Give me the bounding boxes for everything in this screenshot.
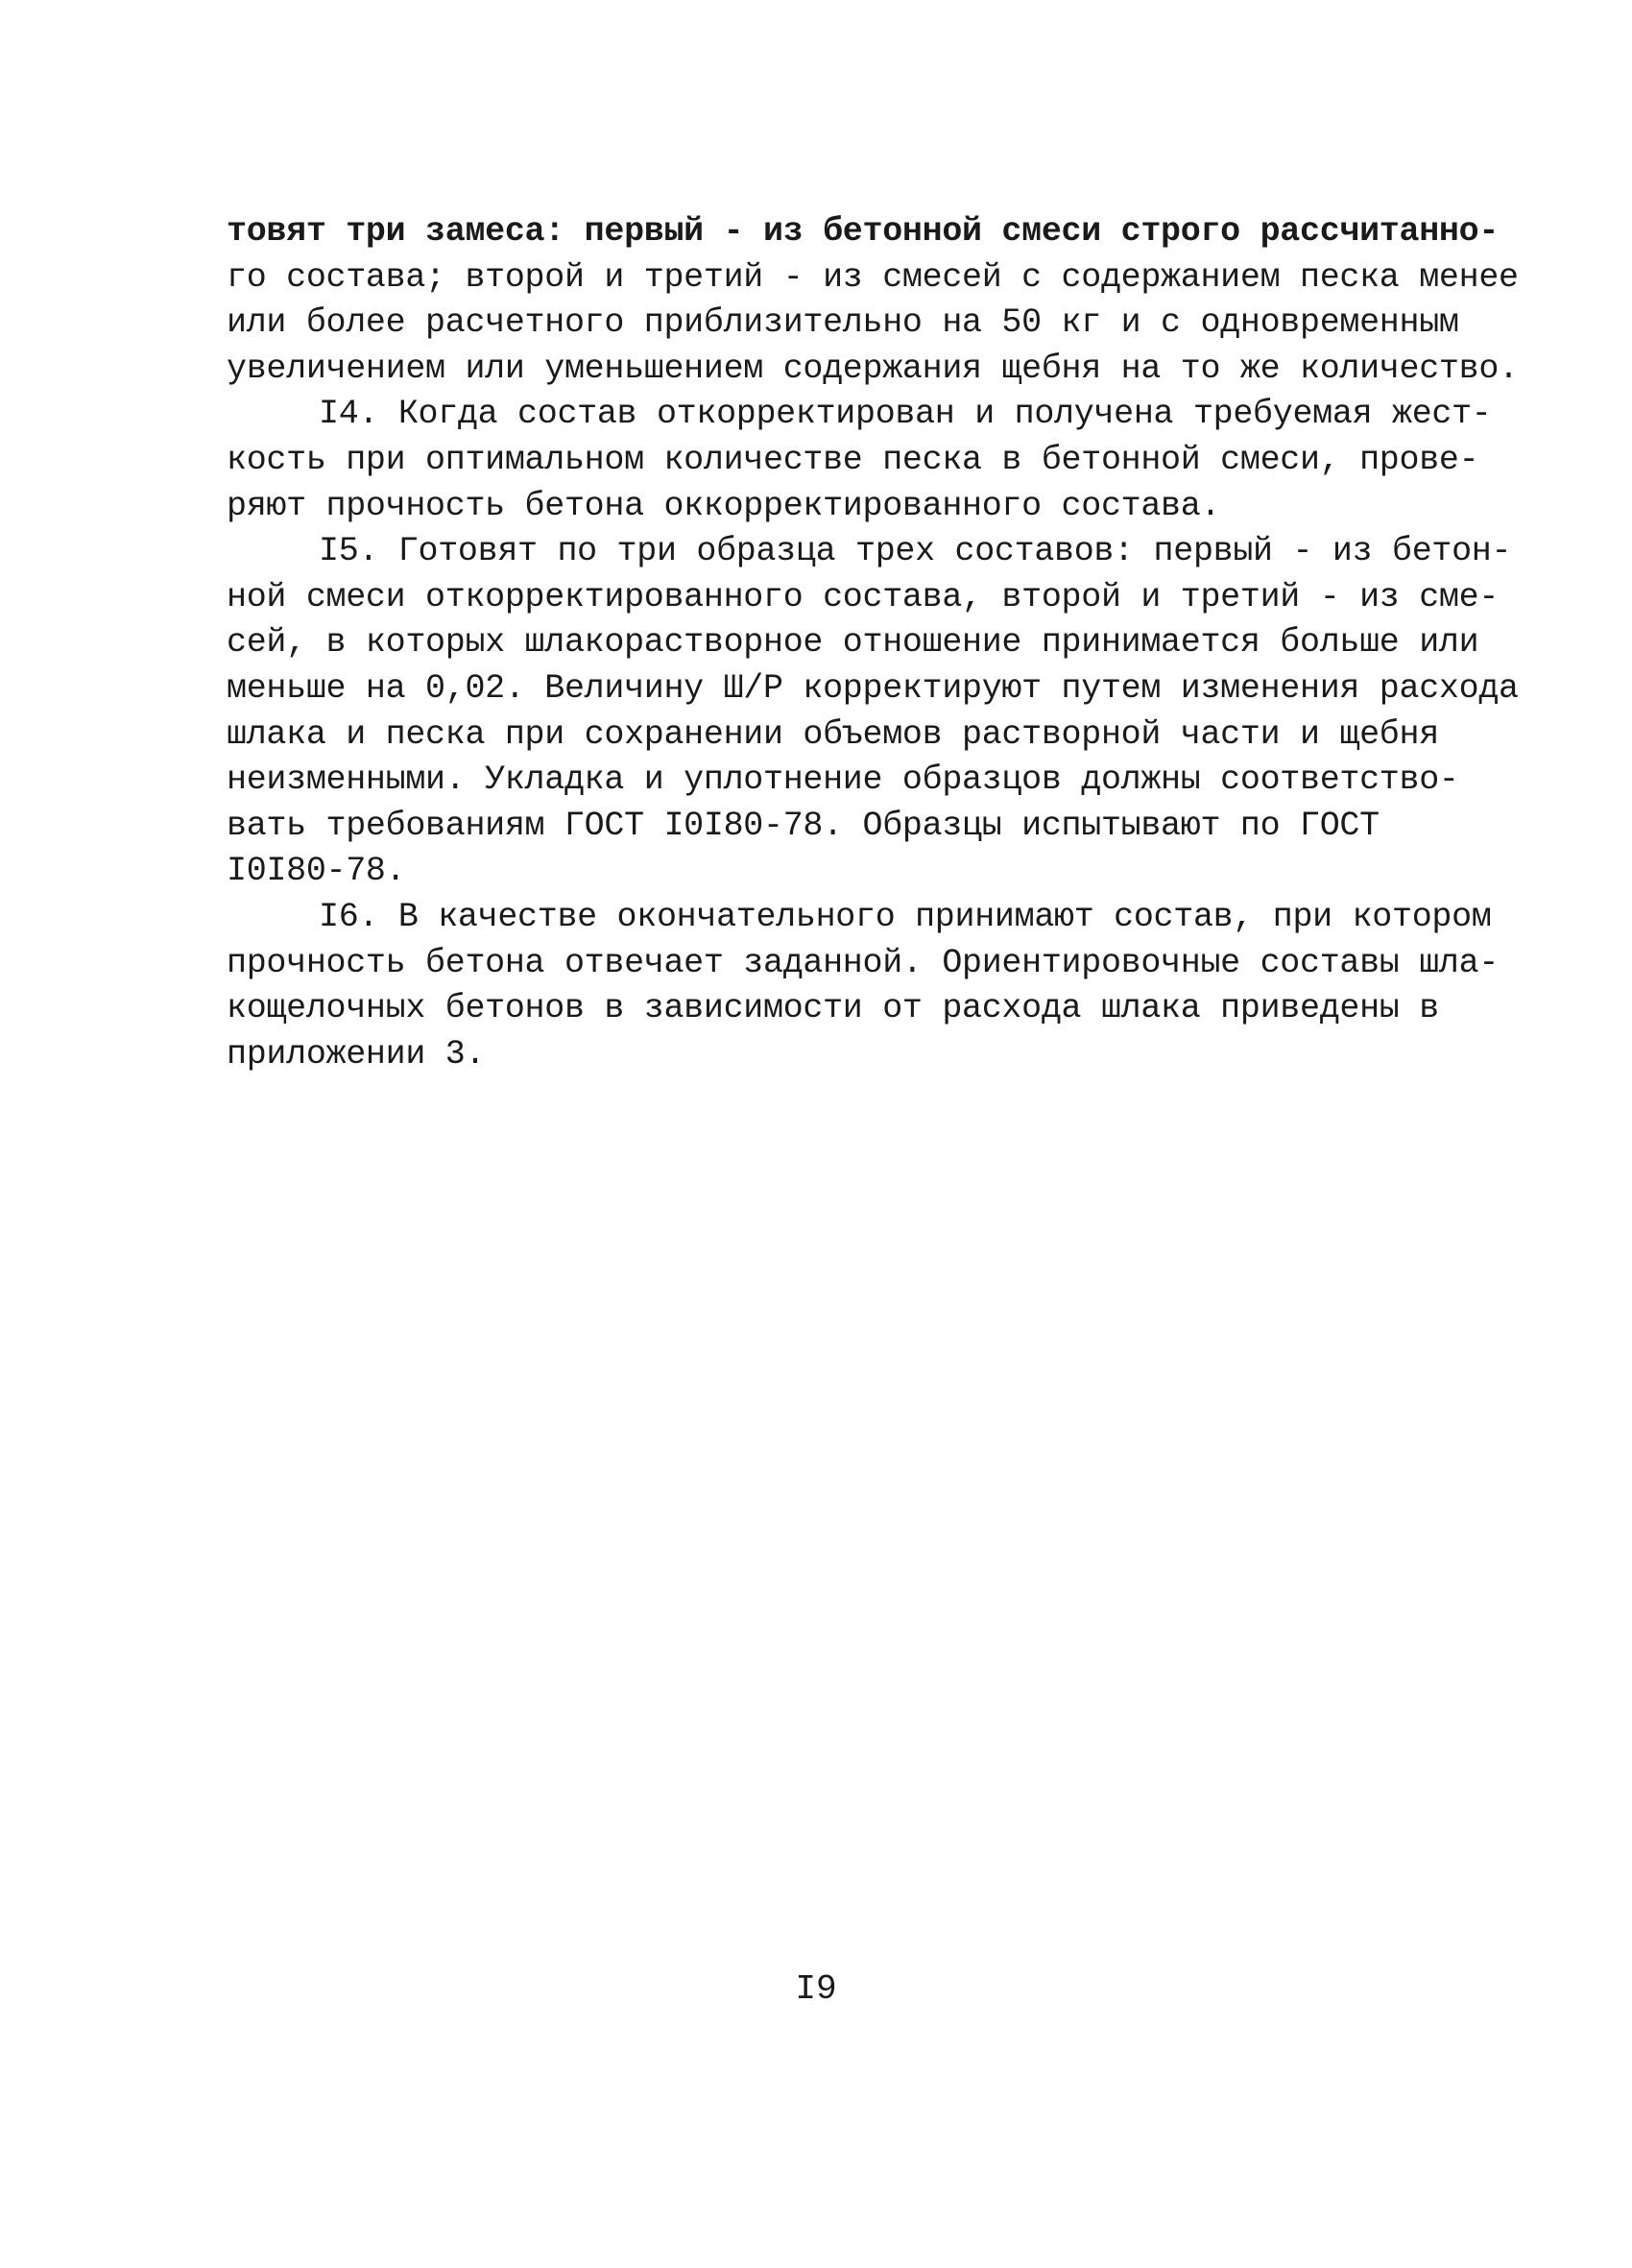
text-line: прочность бетона отвечает заданной. Ориентировочные составы шла-	[227, 943, 1500, 982]
paragraph-16-start: I6. В качестве окончательного принимают состав, при котором	[319, 897, 1492, 936]
text-line: меньше на 0,02. Величину Ш/Р корректируют путем изменения расхода	[227, 668, 1519, 708]
text-line: кость при оптимальном количестве песка в бетонной смеси, прове-	[227, 440, 1479, 479]
body-text	[227, 209, 1519, 1077]
text-line: го состава; второй и третий - из смесей с содержанием песка менее	[227, 257, 1519, 297]
text-line: вать требованиям ГОСТ I0I80-78. Образцы испытывают по ГОСТ	[227, 806, 1380, 845]
text-line: или более расчетного приблизительно на 50 кг и с одновременным	[227, 303, 1459, 343]
text-line: ной смеси откорректированного состава, второй и третий - из сме-	[227, 577, 1500, 616]
text-line: ряют прочность бетона оккорректированного состава.	[227, 486, 1221, 525]
text-line: товят три замеса: первый - из бетонной смеси строго рассчитанно-	[227, 212, 1500, 251]
text-line: I0I80-78.	[227, 852, 406, 891]
text-line: сей, в которых шлакорастворное отношение принимается больше или	[227, 623, 1479, 663]
text-line: приложении 3.	[227, 1034, 486, 1074]
page-number: I9	[795, 1969, 837, 2009]
paragraph-15-start: I5. Готовят по три образца трех составов: первый - из бетон-	[319, 532, 1512, 571]
text-line: кощелочных бетонов в зависимости от расхода шлака приведены в	[227, 989, 1439, 1028]
text-line: увеличением или уменьшением содержания щебня на то же количество.	[227, 349, 1519, 388]
paragraph-14-start: I4. Когда состав откорректирован и получена требуемая жест-	[319, 395, 1492, 434]
text-line: неизменными. Укладка и уплотнение образцов должны соответство-	[227, 760, 1459, 800]
text-line: шлака и песка при сохранении объемов растворной части и щебня	[227, 714, 1439, 754]
